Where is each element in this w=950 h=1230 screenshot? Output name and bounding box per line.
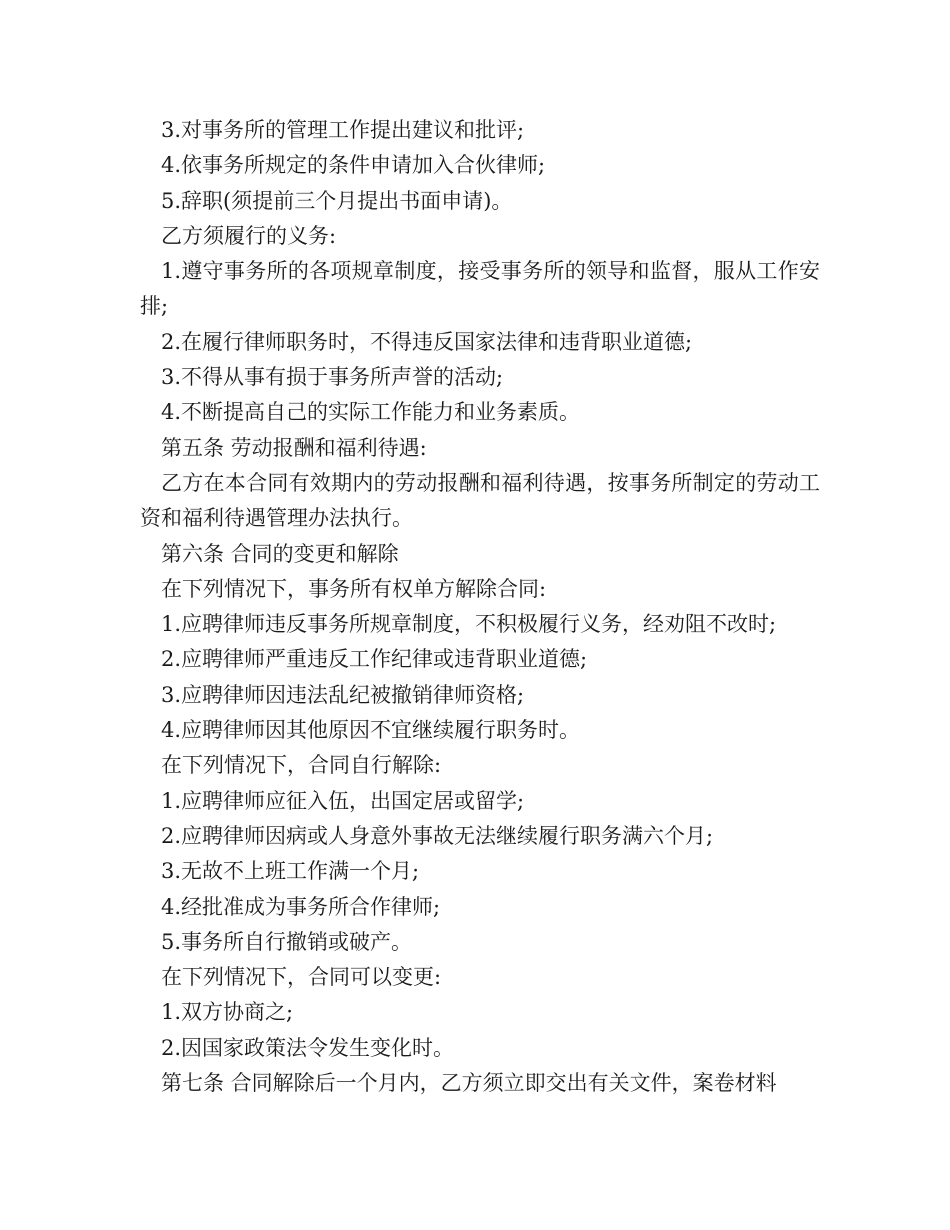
paragraph-18: 1.应聘律师应征入伍，出国定居或留学; — [161, 788, 525, 813]
paragraph-13: 1.应聘律师违反事务所规章制度，不积极履行义务，经劝阻不改时; — [161, 612, 777, 637]
paragraph-16: 4.应聘律师因其他原因不宜继续履行职务时。 — [161, 718, 581, 743]
paragraph-22: 5.事务所自行撤销或破产。 — [161, 929, 413, 954]
paragraph-10: 乙方在本合同有效期内的劳动报酬和福利待遇，按事务所制定的劳动工资和福利待遇管理办法执行。 — [140, 470, 820, 531]
paragraph-21: 4.经批准成为事务所合作律师; — [161, 894, 441, 919]
paragraph-14: 2.应聘律师严重违反工作纪律或违背职业道德; — [161, 647, 588, 672]
paragraph-25: 2.因国家政策法令发生变化时。 — [161, 1035, 455, 1060]
paragraph-6: 2.在履行律师职务时，不得违反国家法律和违背职业道德; — [161, 329, 693, 354]
paragraph-23: 在下列情况下，合同可以变更: — [161, 965, 442, 990]
section-heading-article-7: 第七条 合同解除后一个月内，乙方须立即交出有关文件，案卷材料 — [161, 1071, 777, 1096]
paragraph-24: 1.双方协商之; — [161, 1000, 294, 1025]
paragraph-15: 3.应聘律师因违法乱纪被撤销律师资格; — [161, 682, 525, 707]
paragraph-1: 3.对事务所的管理工作提出建议和批评; — [161, 118, 525, 142]
paragraph-7: 3.不得从事有损于事务所声誉的活动; — [161, 365, 504, 390]
paragraph-4: 乙方须履行的义务: — [161, 223, 337, 248]
paragraph-3: 5.辞职(须提前三个月提出书面申请)。 — [161, 188, 513, 213]
paragraph-2: 4.依事务所规定的条件申请加入合伙律师; — [161, 153, 546, 178]
paragraph-8: 4.不断提高自己的实际工作能力和业务素质。 — [161, 400, 581, 425]
paragraph-20: 3.无故不上班工作满一个月; — [161, 859, 420, 884]
section-heading-article-6: 第六条 合同的变更和解除 — [161, 541, 399, 566]
paragraph-5: 1.遵守事务所的各项规章制度，接受事务所的领导和监督，服从工作安排; — [140, 259, 820, 319]
section-heading-article-5: 第五条 劳动报酬和福利待遇: — [161, 435, 427, 460]
paragraph-17: 在下列情况下，合同自行解除: — [161, 753, 442, 778]
document-body — [140, 113, 820, 1101]
paragraph-12: 在下列情况下，事务所有权单方解除合同: — [161, 576, 547, 601]
paragraph-19: 2.应聘律师因病或人身意外事故无法继续履行职务满六个月; — [161, 823, 714, 848]
